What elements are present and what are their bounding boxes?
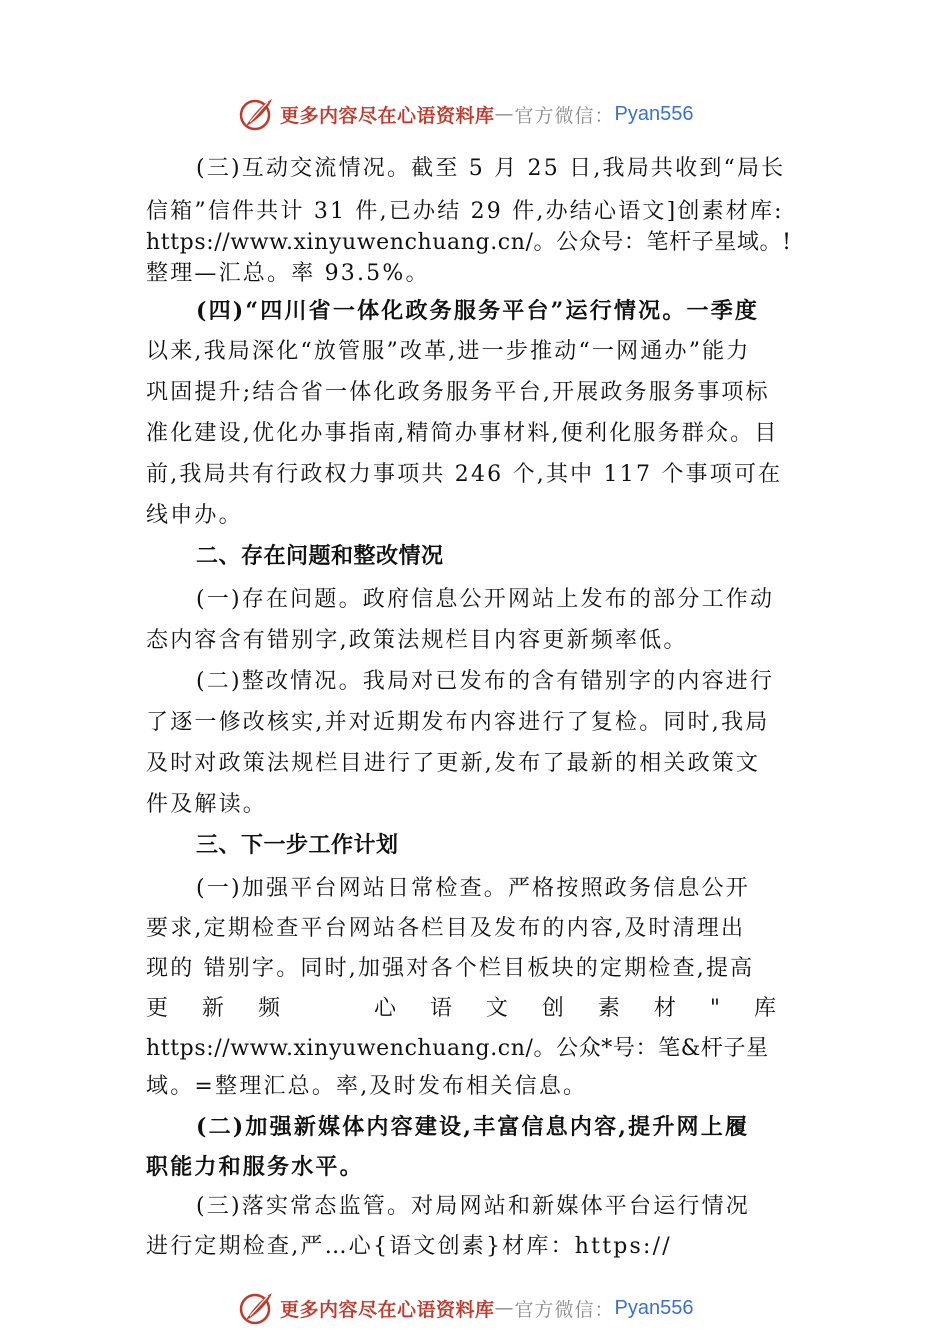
watermark-account: Pyan556: [614, 1296, 694, 1319]
para-plan1-line-4: [146, 994, 776, 1024]
char: 心: [373, 996, 396, 1021]
char: 创: [541, 996, 564, 1021]
para-interaction-line-3: https://www.xinyuwenchuang.cn/。公众号：笔杆子星域。!: [146, 230, 792, 255]
para-problems-line-2: 态内容含有错别字,政策法规栏目内容更新频率低。: [146, 628, 688, 653]
para-platform-line-1: (四)“四川省一体化政务服务平台”运行情况。一季度: [196, 298, 760, 324]
para-interaction-line-4: 整理—汇总。率 93.5%。: [146, 261, 430, 286]
para-platform-line-6: 线申办。: [146, 503, 243, 528]
para-interaction-line-1: (三)互动交流情况。截至 5 月 25 日,我局共收到“局长: [196, 156, 786, 181]
para-rectification-line-1: (二)整改情况。我局对已发布的含有错别字的内容进行: [196, 669, 775, 694]
para-plan1-line-6: 域。=整理汇总。率,及时发布相关信息。: [146, 1074, 588, 1099]
para-platform-line-5: 前,我局共有行政权力事项共 246 个,其中 117 个事项可在: [146, 462, 783, 487]
para-rectification-line-3: 及时对政策法规栏目进行了更新,发布了最新的相关政策文: [146, 751, 761, 776]
watermark-dash: —: [494, 1297, 515, 1319]
para-plan1-line-1: (一)加强平台网站日常检查。严格按照政务信息公开: [196, 876, 750, 901]
watermark-dash: —: [494, 103, 515, 125]
para-problems-line-1: (一)存在问题。政府信息公开网站上发布的部分工作动: [196, 587, 775, 612]
char: 库: [753, 996, 776, 1021]
section-heading-plan: 三、下一步工作计划: [196, 833, 399, 858]
para-plan3-line-1: (三)落实常态监管。对局网站和新媒体平台运行情况: [196, 1194, 750, 1219]
char: ": [709, 996, 720, 1021]
para-platform-line-2: 以来,我局深化“放管服”改革,进一步推动“一网通办”能力: [146, 339, 751, 364]
para-plan3-line-2: 进行定期检查,严…心{语文创素}材库：https://: [146, 1234, 672, 1259]
para-plan1-line-5: https://www.xinyuwenchuang.cn/。公众*号：笔&杆子星: [146, 1036, 769, 1061]
quill-logo-icon: [238, 96, 276, 132]
quill-logo-icon: [238, 1290, 276, 1326]
char: 新: [201, 996, 224, 1021]
para-interaction-line-2: 信箱”信件共计 31 件,已办结 29 件,办结心语文]创素材库:: [146, 199, 784, 224]
char: 更: [146, 996, 169, 1021]
char: 素: [597, 996, 620, 1021]
char: 频: [257, 996, 280, 1021]
char: 材: [653, 996, 676, 1021]
para-plan1-line-3: 现的 错别字。同时,加强对各个栏目板块的定期检查,提高: [146, 956, 755, 981]
para-plan2-line-1: (二)加强新媒体内容建设,丰富信息内容,提升网上履: [196, 1114, 750, 1140]
para-plan2-line-2: 职能力和服务水平。: [146, 1154, 364, 1180]
para-plan1-line-2: 要求,定期检查平台网站各栏目及发布的内容,及时清理出: [146, 916, 746, 941]
watermark-account: Pyan556: [614, 102, 694, 125]
char: 语: [429, 996, 452, 1021]
watermark-brand: 更多内容尽在心语资料库: [280, 104, 495, 127]
para-platform-line-4: 准化建设,优化办事指南,精简办事材料,便利化服务群众。目: [146, 421, 779, 446]
watermark-wechat-label: 官方微信：: [514, 104, 615, 127]
watermark-banner-bottom: [238, 1290, 694, 1326]
para-platform-line-3: 巩固提升;结合省一体化政务服务平台,开展政务服务事项标: [146, 380, 770, 405]
watermark-banner-top: [238, 96, 694, 132]
watermark-brand: 更多内容尽在心语资料库: [280, 1298, 495, 1321]
char: 文: [485, 996, 508, 1021]
para-rectification-line-2: 了逐一修改核实,并对近期发布内容进行了复检。同时,我局: [146, 710, 770, 735]
watermark-wechat-label: 官方微信：: [514, 1298, 615, 1321]
para-rectification-line-4: 件及解读。: [146, 792, 268, 817]
section-heading-problems: 二、存在问题和整改情况: [196, 544, 444, 569]
